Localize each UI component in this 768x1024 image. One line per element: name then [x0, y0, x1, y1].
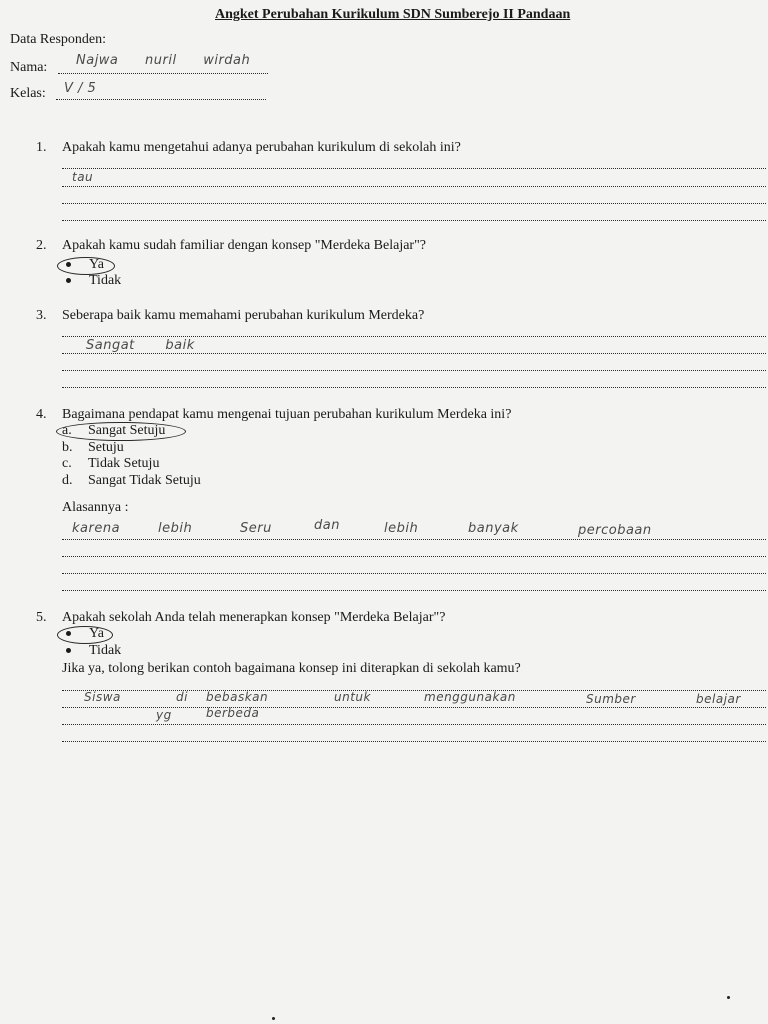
q5-answer-word: bebaskan: [206, 690, 269, 704]
class-line: [56, 99, 266, 100]
q5-answer-word: untuk: [334, 690, 371, 704]
bullet-icon: [66, 648, 71, 653]
respondent-heading: Data Responden:: [10, 32, 107, 47]
q5-followup: Jika ya, tolong berikan contoh bagaimana konsep ini diterapkan di sekolah kamu?: [62, 661, 521, 676]
q4-option-b: b. Setuju: [62, 440, 124, 455]
q5-number: 5.: [36, 610, 47, 625]
q5-text: Apakah sekolah Anda telah menerapkan konsep "Merdeka Belajar"?: [62, 610, 446, 625]
q4-reason-word: lebih: [384, 521, 419, 536]
q5-answer-word: belajar: [696, 692, 741, 706]
q1-answer: tau: [72, 170, 94, 184]
q2-number: 2.: [36, 238, 47, 253]
paper-speck: [727, 996, 730, 999]
q5-option-ya: Ya: [66, 626, 104, 642]
q5-answer-line-1: [62, 690, 766, 691]
page-title: Angket Perubahan Kurikulum SDN Sumberejo II Pandaan: [215, 7, 571, 22]
q4-number: 4.: [36, 407, 47, 422]
q5-answer-line-4: [62, 741, 766, 742]
q2-text: Apakah kamu sudah familiar dengan konsep "Merdeka Belajar"?: [62, 238, 427, 253]
q5-answer-word: berbeda: [206, 706, 260, 720]
q5-answer-line-3: [62, 724, 766, 725]
q4-option-c: c. Tidak Setuju: [62, 456, 160, 471]
q1-answer-line-2: [62, 186, 766, 187]
paper-speck: [272, 1017, 275, 1020]
q3-text: Seberapa baik kamu memahami perubahan kurikulum Merdeka?: [62, 308, 425, 323]
q1-answer-line-1: [62, 168, 766, 169]
q4-option-d: d. Sangat Tidak Setuju: [62, 473, 201, 488]
bullet-icon: [66, 278, 71, 283]
q4-reason-line-4: [62, 590, 766, 591]
q4-reason-line-2: [62, 556, 766, 557]
q5-answer-word: Siswa: [84, 690, 121, 704]
q5-answer-word: Sumber: [586, 692, 636, 706]
q3-answer-line-2: [62, 353, 766, 354]
q4-reason-line-3: [62, 573, 766, 574]
q4-reason-word: lebih: [158, 521, 193, 536]
q5-answer-word: menggunakan: [424, 690, 516, 704]
q1-number: 1.: [36, 140, 47, 155]
q1-text: Apakah kamu mengetahui adanya perubahan kurikulum di sekolah ini?: [62, 140, 461, 155]
name-label: Nama:: [10, 60, 48, 75]
q4-selected-circle: [56, 422, 186, 441]
q4-reason-word: banyak: [468, 521, 519, 536]
q2-option-tidak: Tidak: [66, 273, 121, 289]
q4-reason-line-1: [62, 539, 766, 540]
q5-answer-word: yg: [156, 708, 172, 722]
q5-option-tidak: Tidak: [66, 643, 121, 659]
class-value: V / 5: [64, 81, 97, 96]
q5-selected-circle: [57, 626, 113, 644]
q4-reason-label: Alasannya :: [62, 500, 129, 515]
q2-option-ya: Ya: [66, 257, 104, 273]
q4-reason-word: dan: [314, 518, 340, 533]
q1-answer-line-3: [62, 203, 766, 204]
q3-answer-line-4: [62, 387, 766, 388]
q1-answer-line-4: [62, 220, 766, 221]
q4-reason-word: Seru: [240, 521, 272, 536]
q5-answer-word: di: [176, 690, 188, 704]
q4-option-a: a. Sangat Setuju: [62, 423, 166, 438]
q4-text: Bagaimana pendapat kamu mengenai tujuan perubahan kurikulum Merdeka ini?: [62, 407, 512, 422]
name-value: Najwa nuril wirdah: [76, 53, 251, 68]
q4-reason-word: percobaan: [578, 523, 652, 538]
q3-answer: Sangat baik: [86, 338, 195, 353]
q3-answer-line-3: [62, 370, 766, 371]
q3-answer-line-1: [62, 336, 766, 337]
name-line: [58, 73, 268, 74]
q4-reason-word: karena: [72, 521, 121, 536]
q3-number: 3.: [36, 308, 47, 323]
class-label: Kelas:: [10, 86, 46, 101]
